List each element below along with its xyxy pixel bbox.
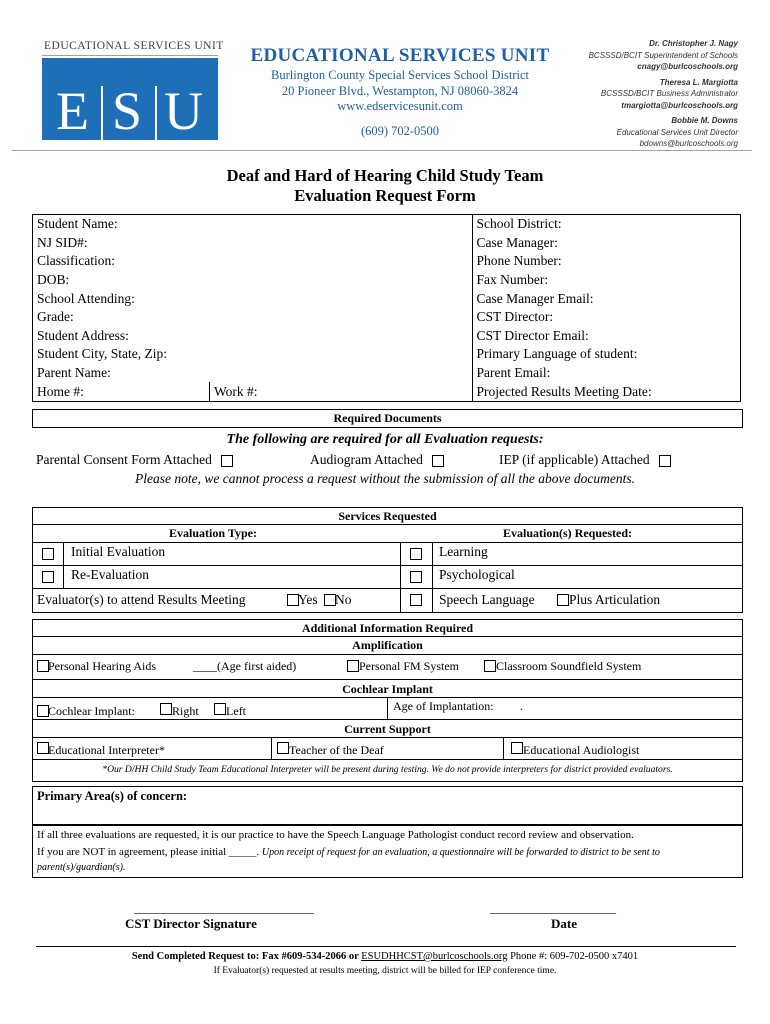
checkbox-plus-articulation[interactable] [557,594,569,606]
divider [33,679,742,680]
speech-language-label: Speech Language [439,592,535,607]
logo-divider [42,55,218,56]
doc-label: Audiogram Attached [310,452,423,467]
classroom-soundfield-label: Classroom Soundfield System [496,659,642,673]
field-grade[interactable]: Grade: [33,308,473,327]
current-support-title: Current Support [344,722,431,736]
checkbox-parental-consent[interactable] [221,455,233,467]
divider [432,542,433,612]
additional-info-section [32,619,743,782]
contact-title: BCSSSD/BCIT Superintendent of Schools [588,50,738,60]
checkbox-speech-language[interactable] [410,594,422,606]
field-classification[interactable]: Classification: [33,252,473,271]
form-title-line1: Deaf and Hard of Hearing Child Study Team [226,166,544,185]
practice-note-line1: If all three evaluations are requested, it is our practice to have the Speech Language Pathologist conduct record review and observation. [37,829,634,841]
field-cst-director[interactable]: CST Director: [476,309,554,325]
field-dob[interactable]: DOB: [33,271,473,290]
field-cst-director-email[interactable]: CST Director Email: [476,327,589,343]
logo-top-text: EDUCATIONAL SERVICES UNIT [44,40,224,52]
field-primary-language[interactable]: Primary Language of student: [476,346,638,362]
field-fax-number[interactable]: Fax Number: [476,272,549,288]
amplification-title: Amplification [352,638,423,652]
divider [33,565,742,566]
divider [33,737,742,738]
send-prefix: Send Completed Request to: Fax #609-534-2066 or [131,951,362,962]
divider [33,524,742,525]
checkbox-initial-evaluation[interactable] [42,548,54,560]
required-note: Please note, we cannot process a request without the submission of all the above documents. [135,471,635,486]
contacts-block [589,38,738,150]
doc-parental-consent [36,452,233,468]
phone: (609) 702-0500 [360,124,440,138]
additional-info-title: Additional Information Required [301,621,474,635]
date-label: Date [551,916,577,931]
divider [400,542,401,612]
logo-letter-u: U [164,81,203,141]
field-work-phone[interactable]: Work #: [210,382,473,401]
personal-fm-label: Personal FM System [359,659,460,673]
form-title-line2: Evaluation Request Form [294,186,476,205]
doc-label: Parental Consent Form Attached [36,452,212,467]
logo-separator [155,86,157,140]
divider [33,636,742,637]
yes-label: Yes [298,592,318,607]
personal-hearing-aids-label: Personal Hearing Aids [48,659,156,673]
practice-note-box [32,824,743,878]
contact-title: Educational Services Unit Director [616,127,738,137]
footer-rule [36,946,736,947]
student-info-table [32,214,741,402]
checkbox-right[interactable] [160,703,172,715]
header-rule [12,150,752,151]
field-case-manager-email[interactable]: Case Manager Email: [476,290,594,306]
send-instructions [0,951,770,962]
divider [271,737,272,759]
divider [503,737,504,759]
contact-title: BCSSSD/BCIT Business Administrator [600,89,738,98]
required-heading: The following are required for all Evaluation requests: [226,432,544,447]
age-implantation-value: . [520,699,523,713]
logo-letter-e: E [56,81,89,141]
field-home-phone[interactable]: Home #: [33,382,210,401]
checkbox-learning[interactable] [410,548,422,560]
doc-audiogram [310,452,444,468]
website: www.edservicesunit.com [337,99,463,113]
checkbox-classroom-soundfield[interactable] [484,660,496,672]
divider [33,588,742,589]
district-name: Burlington County Special Services School District [271,68,529,82]
educational-interpreter-label: Educational Interpreter* [48,743,165,757]
billing-note: If Evaluator(s) requested at results meeting, district will be billed for IEP conference time. [213,966,557,976]
field-student-city[interactable]: Student City, State, Zip: [33,345,473,364]
divider [33,719,742,720]
age-first-aided-label: ____(Age first aided) [193,659,297,673]
field-parent-email[interactable]: Parent Email: [476,365,551,381]
left-label: Left [226,704,246,718]
signature-line[interactable]: ______________________________ [134,901,314,915]
divider [33,542,742,543]
services-title: Services Requested [338,509,437,523]
checkbox-personal-fm[interactable] [347,660,359,672]
date-line[interactable]: _____________________ [490,901,616,915]
field-nj-sid[interactable]: NJ SID#: [33,234,473,253]
checkbox-iep[interactable] [659,455,671,467]
checkbox-psychological[interactable] [410,571,422,583]
field-student-address[interactable]: Student Address: [33,327,473,346]
field-school-district[interactable]: School District: [476,216,562,232]
org-name: EDUCATIONAL SERVICES UNIT [250,45,550,66]
practice-note-line2 [37,845,737,875]
esu-logo [42,40,224,141]
field-projected-meeting-date[interactable]: Projected Results Meeting Date: [476,383,652,399]
checkbox-re-evaluation[interactable] [42,571,54,583]
contact-email: tmargiotta@burlcoschools.org [621,100,738,110]
educational-audiologist-label: Educational Audiologist [523,743,640,757]
required-documents-header [32,409,743,428]
evaluation-type-header: Evaluation Type: [169,526,257,540]
contact-name: Bobbie M. Downs [671,116,738,125]
contact-email: cnagy@burlcoschools.org [637,62,738,71]
checkbox-audiogram[interactable] [432,455,444,467]
required-documents-title: Required Documents [333,411,442,425]
field-case-manager[interactable]: Case Manager: [476,234,558,250]
services-requested-section [32,507,743,613]
contact-email: bdowns@burlcoschools.org [639,139,738,148]
interpreter-footnote: *Our D/HH Child Study Team Educational Interpreter will be present during testing. We do not provide interpreters for district provided evaluators. [102,764,673,775]
doc-iep [499,452,671,468]
checkbox-educational-audiologist[interactable] [511,742,523,754]
no-label: No [335,592,352,607]
initial-request[interactable]: If you are NOT in agreement, please initial _____. [37,846,260,858]
field-school-attending[interactable]: School Attending: [33,289,473,308]
psychological-label: Psychological [439,567,515,582]
questionnaire-note: Upon receipt of request for an evaluation, a questionnaire will be forwarded to district to be sent to parent(s)/guardian(s). [37,847,660,873]
logo-letter-s: S [112,81,143,141]
email-link[interactable]: ESUDHHCST@burlcoschools.org [361,951,508,962]
footer-phone: Phone #: 609-702-0500 x7401 [507,951,639,962]
field-phone-number[interactable]: Phone Number: [476,253,562,269]
logo-block [42,58,218,140]
doc-label: IEP (if applicable) Attached [499,452,650,467]
divider [33,759,742,760]
contact-name: Theresa L. Margiotta [659,77,738,87]
field-student-name[interactable]: Student Name: [33,215,473,234]
checkbox-teacher-of-deaf[interactable] [277,742,289,754]
evaluations-requested-header: Evaluation(s) Requested: [502,526,632,540]
divider [63,542,64,588]
evaluators-attend-label: Evaluator(s) to attend Results Meeting [37,592,246,607]
field-parent-name[interactable]: Parent Name: [33,364,473,383]
cochlear-implant-title: Cochlear Implant [342,682,433,696]
primary-concern-label: Primary Area(s) of concern: [37,789,188,803]
contact-name: Dr. Christopher J. Nagy [649,39,738,48]
address: 20 Pioneer Blvd., Westampton, NJ 08060-3824 [281,84,519,98]
teacher-of-deaf-label: Teacher of the Deaf [289,743,384,757]
divider [33,654,742,655]
re-evaluation-label: Re-Evaluation [71,567,149,582]
right-label: Right [172,704,199,718]
plus-articulation-label: Plus Articulation [569,592,661,607]
cochlear-implant-label: Cochlear Implant: [48,704,135,718]
cst-director-signature-label: CST Director Signature [125,916,257,931]
learning-label: Learning [439,544,488,559]
initial-evaluation-label: Initial Evaluation [71,544,166,559]
primary-concern-box[interactable] [32,786,743,826]
divider [387,697,388,719]
checkbox-left[interactable] [214,703,226,715]
logo-separator [101,86,103,140]
age-implantation-label[interactable]: Age of Implantation: [393,699,494,713]
